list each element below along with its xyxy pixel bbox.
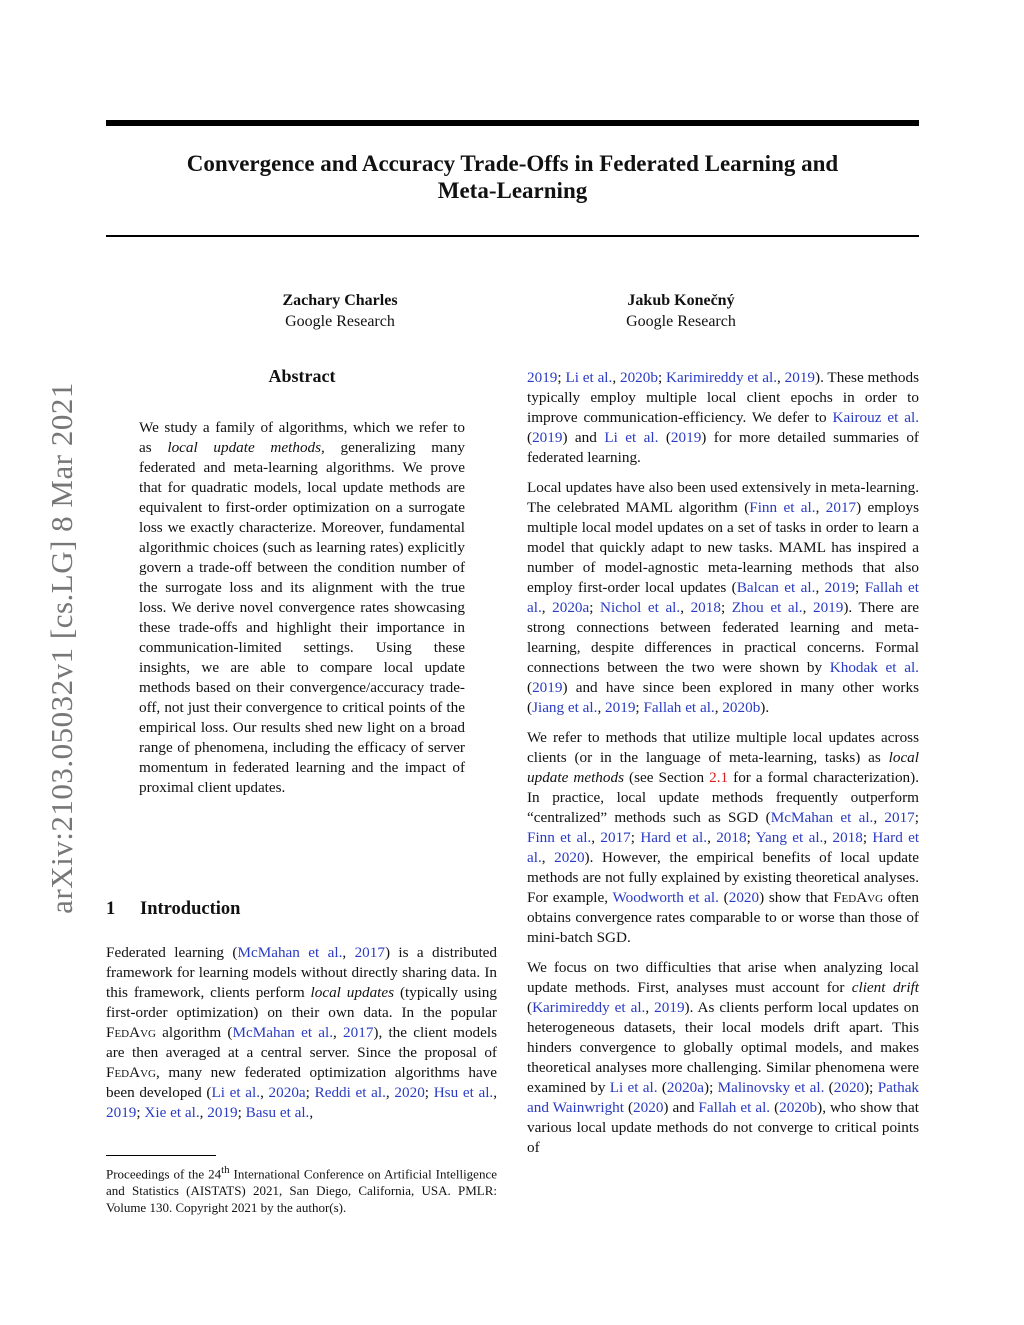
citation-link[interactable]: 2017 <box>825 499 857 516</box>
citation-link[interactable]: Hard et al. <box>640 829 708 846</box>
citation-link[interactable]: Karimireddy et al. <box>532 999 646 1016</box>
citation-link[interactable]: Li et al. <box>604 429 659 446</box>
citation-link[interactable]: 2020 <box>633 1099 664 1116</box>
abstract-heading: Abstract <box>268 366 336 386</box>
citation-link[interactable]: Basu et al. <box>245 1104 310 1121</box>
citation-link[interactable]: 2019 <box>532 429 563 446</box>
citation-link[interactable]: 2020b <box>619 369 658 386</box>
top-rule <box>106 120 919 126</box>
citation-link[interactable]: 2020a <box>268 1084 306 1101</box>
section-heading <box>106 899 240 920</box>
citation-link[interactable]: 2020b <box>722 699 761 716</box>
citation-link[interactable]: Karimireddy et al. <box>666 369 777 386</box>
citation-link[interactable]: Fallah et al. <box>527 579 920 616</box>
citation-link[interactable]: Jiang et al. <box>532 699 598 716</box>
citation-link[interactable]: 2019 <box>824 579 856 596</box>
citation-link[interactable]: 2020 <box>394 1084 425 1101</box>
citation-link[interactable]: Woodworth et al. <box>612 889 719 906</box>
citation-link[interactable]: 2019 <box>106 1104 137 1121</box>
title-line-2: Meta-Learning <box>437 178 588 203</box>
citation-link[interactable]: 2019 <box>527 369 558 386</box>
citation-link[interactable]: Balcan et al. <box>736 579 816 596</box>
left-column <box>106 943 497 1133</box>
citation-link[interactable]: Li et al. <box>609 1079 658 1096</box>
author-name: Zachary Charles <box>282 292 398 309</box>
citation-link[interactable]: 2018 <box>832 829 863 846</box>
title-rule <box>106 235 919 237</box>
citation-link[interactable]: Finn et al. <box>749 499 816 516</box>
body-paragraph: We refer to methods that utilize multiple local updates across clients (or in the language of meta-learning, tasks) as local update methods (see Section 2.1 for a formal characterization). In practice, local update methods frequently outperform “centralized” methods such as SGD (McMahan et al., 2017; Finn et al., 2017; Hard et al., 2018; Yang et al., 2018; Hard et al., 2020). However, the empirical benefits of local update methods are not fully explained by existing theoretical analyses. For example, Woodworth et al. (2020) show that FedAvg often obtains convergence rates comparable to or worse than those of mini-batch SGD. <box>527 729 920 946</box>
citation-link[interactable]: Malinovsky et al. <box>717 1079 825 1096</box>
citation-link[interactable]: 2020b <box>779 1099 818 1116</box>
citation-link[interactable]: 2019 <box>654 999 685 1016</box>
citation-link[interactable]: Xie et al. <box>144 1104 200 1121</box>
citation-link[interactable]: 2017 <box>884 809 915 826</box>
body-paragraph: 2019; Li et al., 2020b; Karimireddy et al., 2019). These methods typically employ multiple local client epochs in order to improve communication-efficiency. We defer to Kairouz et al. (2019) and Li et al. (2019) for more detailed summaries of federated learning. <box>527 369 919 466</box>
citation-link[interactable]: 2020 <box>833 1079 865 1096</box>
citation-link[interactable]: 2019 <box>670 429 702 446</box>
author-name: Jakub Konečný <box>627 292 735 309</box>
footnote-rule <box>106 1155 216 1156</box>
paper-title <box>106 150 919 204</box>
citation-link[interactable]: 2018 <box>716 829 747 846</box>
abstract-text: We study a family of algorithms, which we refer to as local update methods, generalizing many federated and meta-learning algorithms. We prove that for quadratic models, local update methods are equivalent to first-order optimization on a surrogate loss we exactly characterize. Moreover, fundamental algorithmic choices (such as learning rates) explicitly govern a trade-off between the condition number of the surrogate loss and its alignment with the true loss. We derive novel convergence rates showcasing these trade-offs and highlight their importance in communication-limited settings. Using these insights, we are able to compare local update methods based on their convergence/accuracy trade-off, not just their convergence to critical points of the empirical loss. Our results shed new light on a broad range of phenomena, including the efficacy of server momentum in federated learning and the impact of proximal client updates. <box>139 419 466 796</box>
section-number: 1 <box>106 899 116 919</box>
citation-link[interactable]: 2020a <box>666 1079 705 1096</box>
citation-link[interactable]: 2018 <box>690 599 721 616</box>
citation-link[interactable]: Li et al. <box>211 1084 261 1101</box>
citation-link[interactable]: Hsu et al. <box>433 1084 494 1101</box>
title-line-1: Convergence and Accuracy Trade-Offs in Federated Learning and <box>186 151 839 176</box>
body-paragraph: Local updates have also been used extensively in meta-learning. The celebrated MAML algorithm (Finn et al., 2017) employs multiple local model updates on a set of tasks in order to learn a model that quickly adapt to new tasks. MAML has inspired a number of model-agnostic meta-learning methods that also employ first-order local updates (Balcan et al., 2019; Fallah et al., 2020a; Nichol et al., 2018; Zhou et al., 2019). There are strong connections between federated learning and meta-learning, despite differences in practical concerns. Formal connections between the two were shown by Khodak et al. (2019) and have since been explored in many other works (Jiang et al., 2019; Fallah et al., 2020b). <box>527 479 920 716</box>
citation-link[interactable]: 2019 <box>532 679 563 696</box>
citation-link[interactable]: McMahan et al. <box>237 944 343 961</box>
citation-link[interactable]: Nichol et al. <box>600 599 681 616</box>
citation-link[interactable]: Li et al. <box>565 369 613 386</box>
citation-link[interactable]: Zhou et al. <box>731 599 803 616</box>
citation-link[interactable]: 2020 <box>554 849 585 866</box>
citation-link[interactable]: 2017 <box>354 944 385 961</box>
citation-link[interactable]: Yang et al. <box>755 829 824 846</box>
arxiv-watermark: arXiv:2103.05032v1 [cs.LG] 8 Mar 2021 <box>44 382 79 914</box>
author-affiliation: Google Research <box>626 313 736 330</box>
footnote: Proceedings of the 24th International Conference on Artificial Intelligence and Statistics (AISTATS) 2021, San Diego, California, USA. PMLR: Volume 130. Copyright 2021 by the author(s). <box>106 1164 497 1216</box>
section-ref-link[interactable]: 2.1 <box>709 769 729 786</box>
author-block <box>210 290 470 332</box>
citation-link[interactable]: 2019 <box>605 699 636 716</box>
right-column <box>527 368 919 1168</box>
citation-link[interactable]: Hard et al. <box>527 829 920 866</box>
citation-link[interactable]: Reddi et al. <box>314 1084 386 1101</box>
citation-link[interactable]: Kairouz et al. <box>832 409 919 426</box>
citation-link[interactable]: McMahan et al. <box>232 1024 334 1041</box>
section-title: Introduction <box>140 899 241 919</box>
citation-link[interactable]: Khodak et al. <box>829 659 919 676</box>
citation-link[interactable]: 2017 <box>343 1024 374 1041</box>
intro-paragraph: Federated learning (McMahan et al., 2017) is a distributed framework for learning models without directly sharing data. In this framework, clients perform local updates (typically using first-order optimization) on their own data. In the popular FedAvg algorithm (McMahan et al., 2017), the client models are then averaged at a central server. Since the proposal of FedAvg, many new federated optimization algorithms have been developed (Li et al., 2020a; Reddi et al., 2020; Hsu et al., 2019; Xie et al., 2019; Basu et al., <box>106 944 498 1121</box>
citation-link[interactable]: Fallah et al. <box>698 1099 771 1116</box>
citation-link[interactable]: Fallah et al. <box>643 699 715 716</box>
author-affiliation: Google Research <box>285 313 395 330</box>
citation-link[interactable]: 2020 <box>728 889 760 906</box>
citation-link[interactable]: McMahan et al. <box>770 809 874 826</box>
citation-link[interactable]: 2019 <box>207 1104 238 1121</box>
citation-link[interactable]: Finn et al. <box>527 829 592 846</box>
citation-link[interactable]: 2020a <box>552 599 590 616</box>
body-paragraph: We focus on two difficulties that arise when analyzing local update methods. First, analyses must account for client drift (Karimireddy et al., 2019). As clients perform local updates on heterogeneous datasets, their local models drift apart. This hinders convergence to globally optimal models, and makes theoretical analyses more challenging. Similar phenomena were examined by Li et al. (2020a); Malinovsky et al. (2020); Pathak and Wainwright (2020) and Fallah et al. (2020b), who show that various local update methods do not converge to critical points of <box>527 959 920 1156</box>
citation-link[interactable]: 2017 <box>600 829 631 846</box>
citation-link[interactable]: 2019 <box>812 599 844 616</box>
author-block <box>551 290 811 332</box>
citation-link[interactable]: 2019 <box>784 369 816 386</box>
citation-link[interactable]: Pathak and Wainwright <box>527 1079 920 1116</box>
